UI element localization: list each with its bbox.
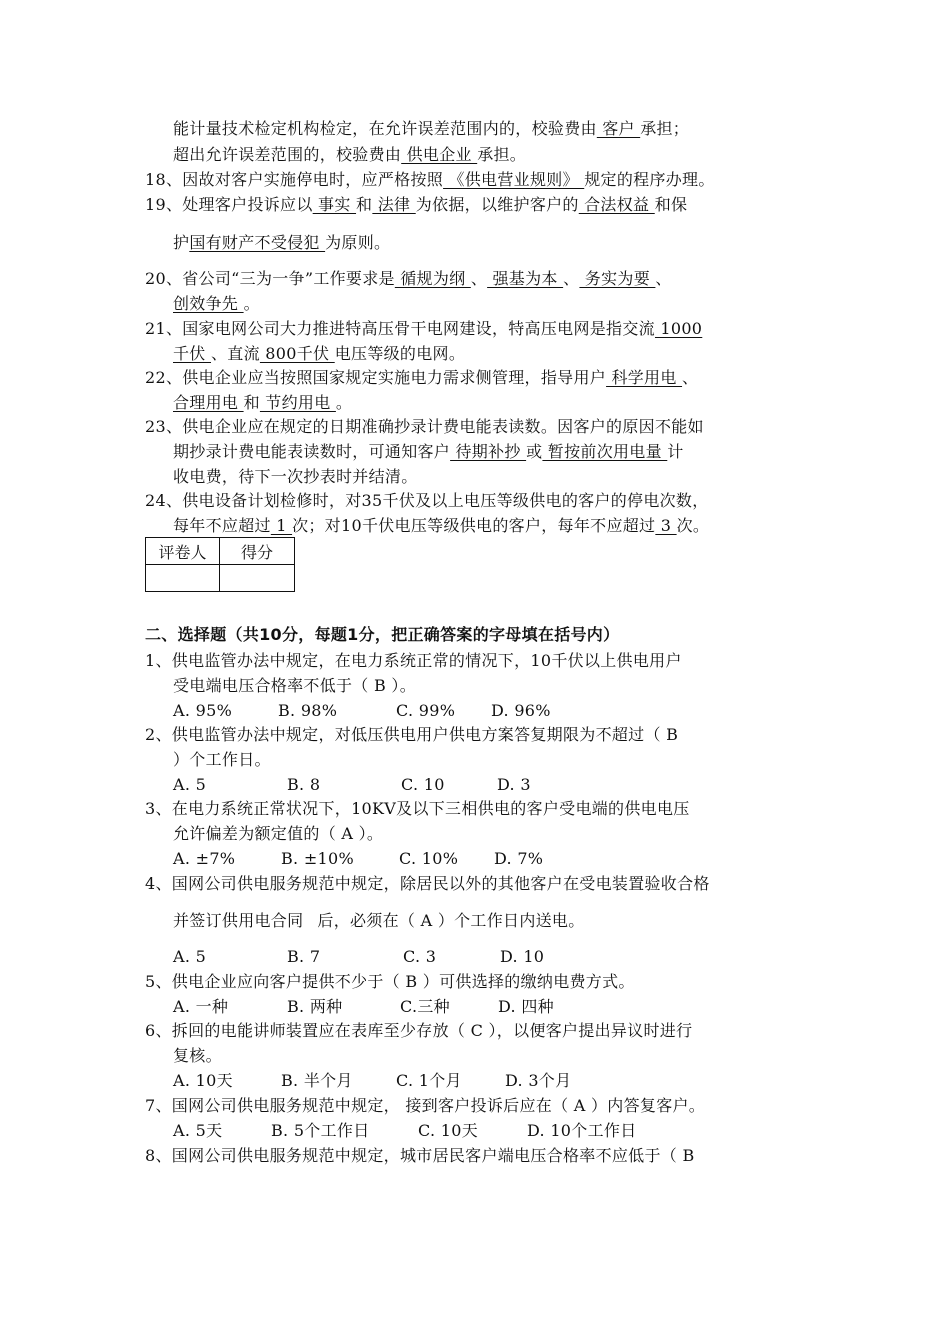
mc-q2-options [173,774,531,796]
q23-line2: 期抄录计费电能表读数时，可通知客户 待期补抄 或 暂按前次用电量 计 [173,442,684,461]
option: B. 8 [287,775,321,794]
option: C. 1个月 [396,1071,462,1090]
q23-line1: 23、供电企业应在规定的日期准确抄录计费电能表读数。因客户的原因不能如 [145,417,704,436]
q19-line2: 护国有财产不受侵犯 为原则。 [173,233,391,252]
option: A. 95% [173,701,233,720]
option: A. 5 [173,947,207,966]
answer-blank: 事实 [312,195,357,214]
answer-blank: 暂按前次用电量 [542,442,668,461]
q18: 18、因故对客户实施停电时，应严格按照 《供电营业规则》 规定的程序办理。 [145,170,715,189]
mc-q5-options [173,996,554,1018]
answer-blank: 供电企业 [401,145,478,164]
q17-line2: 超出允许误差范围的，校验费由 供电企业 承担。 [173,145,527,164]
option: C.三种 [400,997,450,1016]
option: C. 99% [396,701,456,720]
option: C. 3 [403,947,437,966]
answer-blank: 客户 [596,119,641,138]
option: B. 7 [287,947,321,966]
option: D. 3个月 [505,1071,572,1090]
mc-q7-line1: 7、国网公司供电服务规范中规定， 接到客户投诉后应在（ A ）内答复客户。 [145,1096,706,1115]
option: B. 98% [278,701,338,720]
mc-q3-line1: 3、在电力系统正常状况下，10KV及以下三相供电的客户受电端的供电电压 [145,799,690,818]
q24-line2: 每年不应超过 1 次；对10千伏电压等级供电的客户，每年不应超过 3 次。 [173,516,710,535]
q21-line1: 21、国家电网公司大力推进特高压骨干电网建设，特高压电网是指交流 1000 [145,319,703,338]
mc-q7-options [173,1120,637,1142]
q19-line1: 19、处理客户投诉应以 事实 和 法律 为依据，以维护客户的 合法权益 和保 [145,195,688,214]
option: B. 5个工作日 [271,1121,370,1140]
answer-blank: 节约用电 [259,393,336,412]
option: A. 5天 [173,1121,223,1140]
option: D. 7% [494,849,544,868]
answer-blank: 科学用电 [606,368,683,387]
answer-blank: 创效争先 [173,294,244,313]
answer-blank: 合理用电 [173,393,244,412]
mc-q8-line1: 8、国网公司供电服务规范中规定，城市居民客户端电压合格率不应低于（ B [145,1146,695,1165]
score-header: 得分 [220,538,295,565]
option: A. 一种 [173,997,229,1016]
answer-blank: 国有财产不受侵犯 [189,233,326,252]
mc-q3-options [173,848,543,870]
q22-line2: 合理用电 和 节约用电 。 [173,393,353,412]
answer-blank: 法律 [372,195,416,214]
mc-q4-line1: 4、国网公司供电服务规范中规定，除居民以外的其他客户在受电装置验收合格 [145,874,710,893]
q20-line2: 创效争先 。 [173,294,260,313]
answer-blank: 循规为纲 [394,269,471,288]
answer-blank: 强基为本 [487,269,564,288]
reviewer-cell [146,565,220,592]
option: D. 3 [497,775,531,794]
reviewer-header: 评卷人 [146,538,220,565]
mc-q4-options [173,946,544,968]
answer-blank: 务实为要 [579,269,656,288]
option: A. ±7% [173,849,236,868]
option: D. 四种 [498,997,554,1016]
answer-blank: 待期补抄 [450,442,527,461]
mc-q3-line2: 允许偏差为额定值的（ A ）。 [173,824,384,843]
mc-q5-line1: 5、供电企业应向客户提供不少于（ B ）可供选择的缴纳电费方式。 [145,972,635,991]
answer-blank: 1000 [654,319,703,338]
q21-line2: 千伏 、直流 800千伏 电压等级的电网。 [173,344,466,363]
mc-q1-line1: 1、供电监管办法中规定，在电力系统正常的情况下，10千伏以上供电用户 [145,651,682,670]
option: C. 10天 [418,1121,479,1140]
q22-line1: 22、供电企业应当按照国家规定实施电力需求侧管理，指导用户 科学用电 、 [145,368,699,387]
mc-q1-options [173,700,551,722]
option: A. 10天 [173,1071,233,1090]
option: C. 10% [399,849,459,868]
mc-q1-line2: 受电端电压合格率不低于（ B ）。 [173,676,417,695]
score-table [145,537,295,592]
option: D. 10 [500,947,545,966]
mc-q6-line2: 复核。 [173,1046,222,1065]
option: B. 两种 [287,997,343,1016]
option: D. 10个工作日 [527,1121,637,1140]
answer-blank: 800千伏 [259,344,335,363]
section2-heading: 二、选择题（共10分，每题1分，把正确答案的字母填在括号内） [145,625,620,644]
answer-blank: 《供电营业规则》 [443,170,585,189]
score-cell [220,565,295,592]
option: A. 5 [173,775,207,794]
answer-blank: 合法权益 [578,195,655,214]
q17-line1: 能计量技术检定机构检定，在允许误差范围内的，校验费由 客户 承担； [173,119,690,138]
q24-line1: 24、供电设备计划检修时，对35千伏及以上电压等级供电的客户的停电次数， [145,491,709,510]
mc-q4-line2: 并签订供用电合同 后，必须在（ A ）个工作日内送电。 [173,911,585,930]
answer-blank: 千伏 [173,344,211,363]
mc-q2-line1: 2、供电监管办法中规定，对低压供电用户供电方案答复期限为不超过（ B [145,725,679,744]
answer-blank: 1 [270,516,293,535]
q20-line1: 20、省公司“三为一争”工作要求是 循规为纲 、 强基为本 、 务实为要 、 [145,269,672,288]
mc-q2-line2: ）个工作日。 [173,750,271,769]
option: C. 10 [401,775,445,794]
q23-line3: 收电费，待下一次抄表时并结清。 [173,467,418,486]
mc-q6-options [173,1070,571,1092]
mc-q6-line1: 6、拆回的电能讲师装置应在表库至少存放（ C ），以便客户提出异议时进行 [145,1021,693,1040]
option: B. ±10% [281,849,354,868]
option: D. 96% [491,701,551,720]
option: B. 半个月 [281,1071,353,1090]
answer-blank: 3 [655,516,677,535]
